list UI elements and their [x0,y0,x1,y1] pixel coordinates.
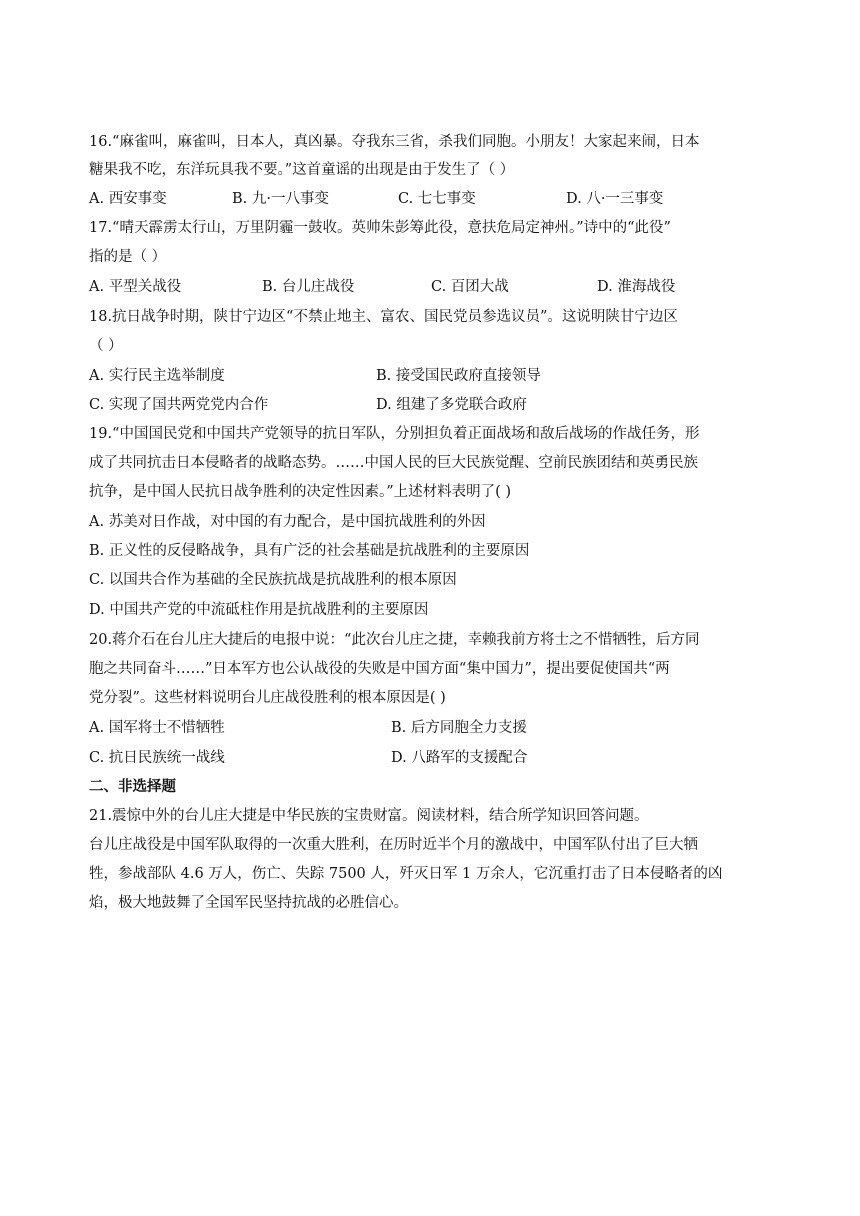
question-19-line-3: 抗争，是中国人民抗日战争胜利的决定性因素。”上述材料表明了( ) [89,484,512,500]
question-17-line-2: 指的是（ ） [89,249,167,265]
question-17-line-1: 17.“晴天霹雳太行山，万里阴霾一鼓收。英帅朱彭筹此役，意扶危局定神州。”诗中的“此役” [89,220,671,236]
question-17-option-b: B. 台儿庄战役 [262,279,355,295]
question-16-line-1: 16.“麻雀叫，麻雀叫，日本人，真凶暴。夺我东三省，杀我们同胞。小朋友！大家起来闹，日本 [89,134,700,150]
question-18-line-2: （ ） [89,338,123,354]
question-20-option-d: D. 八路军的支援配合 [391,750,528,766]
question-18-option-c: C. 实现了国共两党党内合作 [89,397,269,413]
question-17-option-d: D. 淮海战役 [597,279,676,295]
question-18-option-d: D. 组建了多党联合政府 [376,397,527,413]
question-16-option-a: A. 西安事变 [89,191,167,207]
question-16-option-b: B. 九·一八事变 [232,191,329,207]
question-20-option-b: B. 后方同胞全力支援 [391,720,527,736]
question-19-line-1: 19.“中国国民党和中国共产党领导的抗日军队，分别担负着正面战场和敌后战场的作战任务，形 [89,426,700,442]
question-18-option-a: A. 实行民主选举制度 [89,368,225,384]
question-20-line-1: 20.蒋介石在台儿庄大捷后的电报中说：“此次台儿庄之捷，幸赖我前方将士之不惜牺牲，后方同 [89,632,700,648]
question-18-line-1: 18.抗日战争时期，陕甘宁边区“不禁止地主、富农、国民党员参选议员”。这说明陕甘宁边区 [89,309,678,325]
question-19-option-a: A. 苏美对日作战，对中国的有力配合，是中国抗战胜利的外因 [89,514,486,530]
question-16-option-d: D. 八·一三事变 [566,191,664,207]
question-19-option-c: C. 以国共合作为基础的全民族抗战是抗战胜利的根本原因 [89,572,457,588]
question-16-line-2: 糖果我不吃，东洋玩具我不要。”这首童谣的出现是由于发生了（ ） [89,162,515,178]
question-20-line-3: 党分裂”。这些材料说明台儿庄战役胜利的根本原因是( ) [89,690,446,706]
question-19-option-d: D. 中国共产党的中流砥柱作用是抗战胜利的主要原因 [89,602,429,618]
question-19-line-2: 成了共同抗击日本侵略者的战略态势。……中国人民的巨大民族觉醒、空前民族团结和英勇民族 [89,455,698,471]
question-21-line-3: 牲，参战部队 4.6 万人，伤亡、失踪 7500 人，歼灭日军 1 万余人，它沉重打击了日本侵略者的凶 [89,866,723,882]
question-21-line-1: 21.震惊中外的台儿庄大捷是中华民族的宝贵财富。阅读材料，结合所学知识回答问题。 [89,808,649,824]
section-heading: 二、非选择题 [89,778,176,795]
question-20-line-2: 胞之共同奋斗……”日本军方也公认战役的失败是中国方面“集中国力”，提出要促使国共“两 [89,661,670,677]
question-19-option-b: B. 正义性的反侵略战争，具有广泛的社会基础是抗战胜利的主要原因 [89,543,530,559]
question-16-option-c: C. 七七事变 [398,191,476,207]
question-20-option-a: A. 国军将士不惜牺牲 [89,720,225,736]
question-20-option-c: C. 抗日民族统一战线 [89,750,225,766]
question-17-option-a: A. 平型关战役 [89,279,182,295]
question-21-line-4: 焰，极大地鼓舞了全国军民坚持抗战的必胜信心。 [89,895,408,911]
question-21-line-2: 台儿庄战役是中国军队取得的一次重大胜利，在历时近半个月的激战中，中国军队付出了巨大牺 [89,837,698,853]
question-17-option-c: C. 百团大战 [431,279,509,295]
question-18-option-b: B. 接受国民政府直接领导 [376,368,541,384]
